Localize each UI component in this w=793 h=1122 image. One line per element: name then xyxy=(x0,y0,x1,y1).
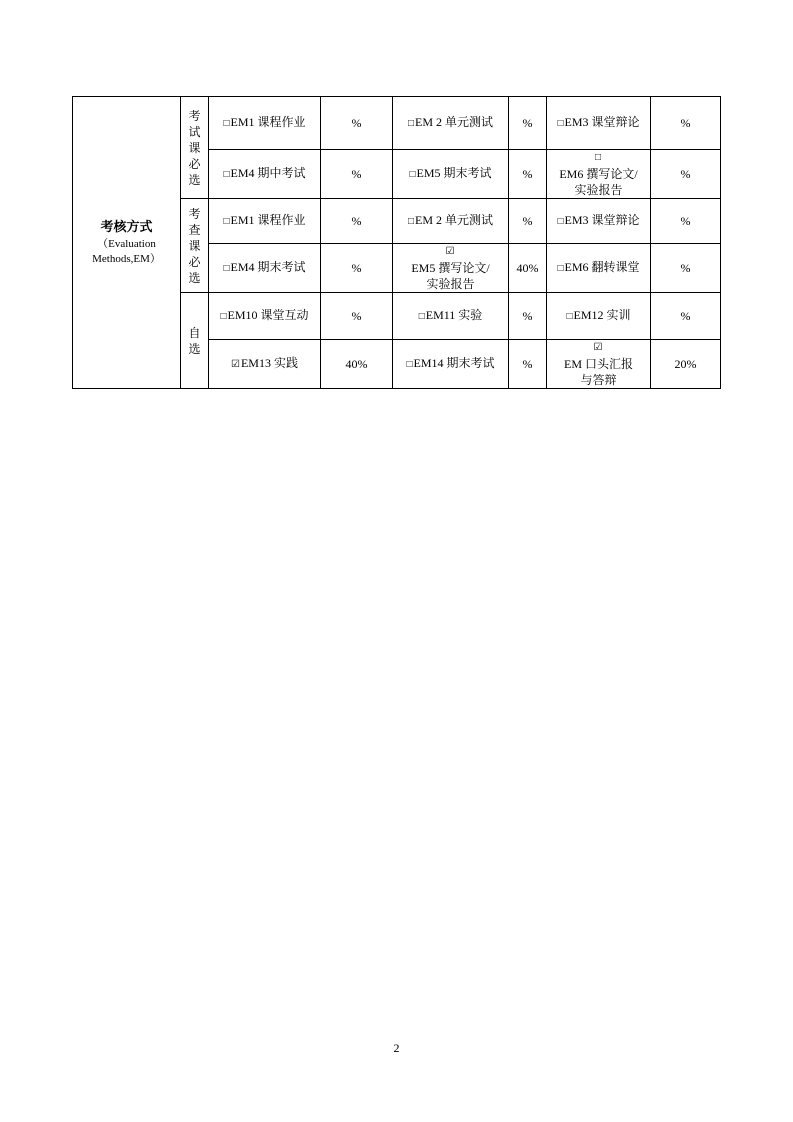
percentage-cell[interactable]: % xyxy=(509,293,547,340)
method-label: EM 口头汇报 xyxy=(563,357,633,371)
method-cell[interactable] xyxy=(209,244,321,293)
method-label: EM4 期末考试 xyxy=(230,260,306,274)
method-cell[interactable] xyxy=(209,150,321,199)
method-label-cont: 实验报告 xyxy=(574,183,623,197)
method-cell[interactable] xyxy=(209,199,321,244)
method-label: EM1 课程作业 xyxy=(230,115,306,129)
evaluation-methods-table xyxy=(72,96,721,389)
checkbox-checked-icon[interactable]: ☑ xyxy=(445,246,455,257)
percentage-cell[interactable]: 20% xyxy=(651,340,721,389)
method-cell[interactable] xyxy=(393,244,509,293)
percentage-cell[interactable]: % xyxy=(651,97,721,150)
checkbox-unchecked-icon[interactable]: □ xyxy=(407,118,415,129)
percentage-cell[interactable]: % xyxy=(321,97,393,150)
table-title: 考核方式 xyxy=(100,218,153,234)
method-cell[interactable] xyxy=(393,293,509,340)
percentage-cell[interactable]: % xyxy=(509,199,547,244)
category-check-required: 考 查 课 必 选 xyxy=(181,199,209,293)
checkbox-unchecked-icon[interactable]: □ xyxy=(409,169,416,180)
percentage-cell[interactable]: 40% xyxy=(509,244,547,293)
percentage-cell[interactable]: 40% xyxy=(321,340,393,389)
method-cell[interactable] xyxy=(547,199,651,244)
method-cell[interactable] xyxy=(547,97,651,150)
table-subtitle-line1: （Evaluation xyxy=(97,237,156,250)
percentage-cell[interactable]: % xyxy=(509,150,547,199)
checkbox-unchecked-icon[interactable]: □ xyxy=(223,118,230,129)
method-label: EM 2 单元测试 xyxy=(415,115,494,129)
method-label: EM11 实验 xyxy=(425,308,483,322)
checkbox-unchecked-icon[interactable]: □ xyxy=(566,311,573,322)
table-subtitle-line2: Methods,EM） xyxy=(92,252,161,265)
method-cell[interactable] xyxy=(547,150,651,199)
method-cell[interactable] xyxy=(393,199,509,244)
method-cell[interactable] xyxy=(393,97,509,150)
method-label: EM5 期末考试 xyxy=(416,166,492,180)
method-label: EM13 实践 xyxy=(240,356,298,370)
checkbox-checked-icon[interactable]: ☑ xyxy=(593,342,603,353)
checkbox-unchecked-icon[interactable]: □ xyxy=(557,118,564,129)
checkbox-unchecked-icon[interactable]: □ xyxy=(418,311,425,322)
percentage-cell[interactable]: % xyxy=(651,293,721,340)
checkbox-unchecked-icon[interactable]: □ xyxy=(594,152,602,163)
checkbox-unchecked-icon[interactable]: □ xyxy=(407,216,415,227)
percentage-cell[interactable]: % xyxy=(651,150,721,199)
checkbox-unchecked-icon[interactable]: □ xyxy=(223,263,230,274)
percentage-cell[interactable]: % xyxy=(509,97,547,150)
checkbox-unchecked-icon[interactable]: □ xyxy=(406,359,413,370)
method-label: EM12 实训 xyxy=(573,308,631,322)
method-label: EM10 课堂互动 xyxy=(227,308,309,322)
method-cell[interactable] xyxy=(209,293,321,340)
checkbox-unchecked-icon[interactable]: □ xyxy=(223,216,230,227)
percentage-cell[interactable]: % xyxy=(509,340,547,389)
page-number: 2 xyxy=(393,1041,400,1055)
method-cell[interactable] xyxy=(547,293,651,340)
method-label: EM 2 单元测试 xyxy=(415,213,494,227)
percentage-cell[interactable]: % xyxy=(651,199,721,244)
method-label: EM6 翻转课堂 xyxy=(564,260,640,274)
checkbox-unchecked-icon[interactable]: □ xyxy=(557,216,564,227)
percentage-cell[interactable]: % xyxy=(321,199,393,244)
percentage-cell[interactable]: % xyxy=(321,244,393,293)
method-label: EM3 课堂辩论 xyxy=(564,213,640,227)
category-exam-required: 考 试 课 必 选 xyxy=(181,97,209,199)
method-label: EM5 撰写论文/ xyxy=(411,261,490,275)
method-label: EM1 课程作业 xyxy=(230,213,306,227)
method-label: EM4 期中考试 xyxy=(230,166,306,180)
percentage-cell[interactable]: % xyxy=(651,244,721,293)
method-label: EM14 期末考试 xyxy=(413,356,495,370)
category-optional: 自 选 xyxy=(181,293,209,389)
percentage-cell[interactable]: % xyxy=(321,293,393,340)
method-cell[interactable] xyxy=(209,340,321,389)
evaluation-methods-header xyxy=(73,97,181,389)
method-label: EM3 课堂辩论 xyxy=(564,115,640,129)
method-label-cont: 与答辩 xyxy=(580,373,617,387)
method-cell[interactable] xyxy=(209,97,321,150)
checkbox-unchecked-icon[interactable]: □ xyxy=(223,169,230,180)
checkbox-unchecked-icon[interactable]: □ xyxy=(557,263,564,274)
checkbox-unchecked-icon[interactable]: □ xyxy=(220,311,227,322)
checkbox-checked-icon[interactable]: ☑ xyxy=(231,359,240,370)
method-cell[interactable] xyxy=(393,340,509,389)
method-cell[interactable] xyxy=(547,340,651,389)
method-cell[interactable] xyxy=(393,150,509,199)
percentage-cell[interactable]: % xyxy=(321,150,393,199)
method-cell[interactable] xyxy=(547,244,651,293)
method-label-cont: 实验报告 xyxy=(426,277,475,291)
method-label: EM6 撰写论文/ xyxy=(559,167,638,181)
